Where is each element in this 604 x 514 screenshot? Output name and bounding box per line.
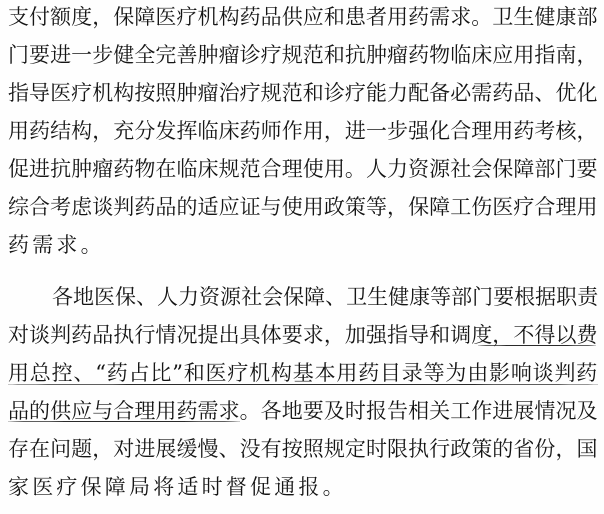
handwritten-underline-2 <box>8 384 598 385</box>
text-line-6: 综合考虑谈判药品的适应证与使用政策等，保障工伤医疗合理用 <box>8 195 598 219</box>
handwritten-underline-3 <box>8 421 240 422</box>
handwritten-underline-1 <box>478 345 596 346</box>
text-line-7: 药需求。 <box>8 233 105 257</box>
text-line-9: 对谈判药品执行情况提出具体要求，加强指导和调度，不得以费 <box>8 323 598 347</box>
text-line-8: 各地医保、人力资源社会保障、卫生健康等部门要根据职责 <box>52 285 599 309</box>
text-line-2: 门要进一步健全完善肿瘤诊疗规范和抗肿瘤药物临床应用指南， <box>8 43 598 67</box>
text-line-12: 存在问题，对进展缓慢、没有按照规定时限执行政策的省份，国 <box>8 437 598 461</box>
text-line-4: 用药结构，充分发挥临床药师作用，进一步强化合理用药考核， <box>8 119 598 143</box>
text-line-1: 支付额度，保障医疗机构药品供应和患者用药需求。卫生健康部 <box>8 5 598 29</box>
text-line-3: 指导医疗机构按照肿瘤治疗规范和诊疗能力配备必需药品、优化 <box>8 81 598 105</box>
text-line-10: 用总控、“药占比”和医疗机构基本用药目录等为由影响谈判药 <box>8 361 599 385</box>
text-line-5: 促进抗肿瘤药物在临床规范合理使用。人力资源社会保障部门要 <box>8 157 598 181</box>
text-line-11: 品的供应与合理用药需求。各地要及时报告相关工作进展情况及 <box>8 399 598 423</box>
text-line-13: 家医疗保障局将适时督促通报。 <box>8 475 347 499</box>
